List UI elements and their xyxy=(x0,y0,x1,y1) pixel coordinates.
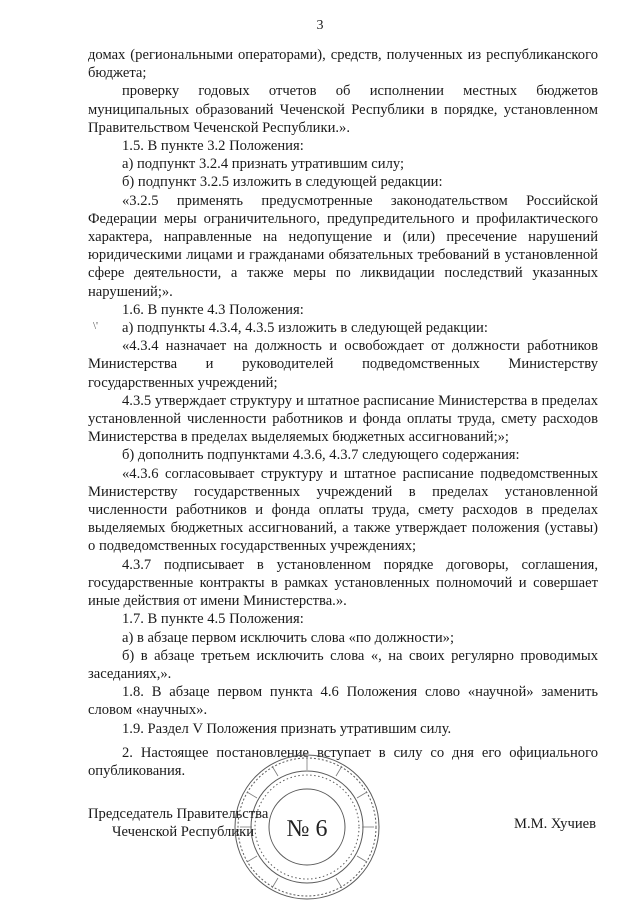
seal-icon xyxy=(232,752,382,902)
paragraph: а) подпункты 4.3.4, 4.3.5 изложить в следующей редакции: xyxy=(122,320,488,337)
paragraph: 1.9. Раздел V Положения признать утратившим силу. xyxy=(122,720,452,737)
paragraph: проверку годовых отчетов об исполнении местных бюджетов муниципальных образований Чеченской Республики в порядке, установленном Правительством Чеченской Республики.». xyxy=(88,83,598,136)
paragraph: б) в абзаце третьем исключить слова «, на своих регулярно проводимых заседаниях,». xyxy=(88,647,598,682)
page-number: 3 xyxy=(316,18,324,33)
paragraph: «3.2.5 применять предусмотренные законодательством Российской Федерации меры ограничительного, предупредительного и профилактического характера, направленные на недопущение и (или) пресечение нарушений юридическими лицами и гражданами обязательных требований в установленной сфере деятельности, а также меры по ликвидации последствий указанных нарушений;». xyxy=(88,192,598,300)
paragraph: 1.8. В абзаце первом пункта 4.6 Положения слово «научной» заменить словом «научных». xyxy=(88,684,598,719)
seal-number: № 6 xyxy=(286,816,328,842)
paragraph: б) подпункт 3.2.5 изложить в следующей редакции: xyxy=(122,174,443,191)
paragraph: 1.7. В пункте 4.5 Положения: xyxy=(122,611,304,628)
margin-mark: \' xyxy=(93,320,99,332)
paragraph: 4.3.7 подписывает в установленном порядке договоры, соглашения, государственные контракты в рамках установленных полномочий и совершает иные действия от имени Министерства.». xyxy=(88,556,598,610)
paragraph: б) дополнить подпунктами 4.3.6, 4.3.7 следующего содержания: xyxy=(122,447,520,464)
paragraph: 1.5. В пункте 3.2 Положения: xyxy=(122,138,304,155)
paragraph: а) подпункт 3.2.4 признать утратившим силу; xyxy=(122,156,405,173)
paragraph: «4.3.6 согласовывает структуру и штатное расписание подведомственных Министерству государственных учреждений в пределах установленной численности работников и фонда оплаты труда, смету расходов в пределах выделяемых бюджетных ассигнований, а также утверждает положения (уставы) о подведомственных государственных учреждениях; xyxy=(88,465,598,555)
signatory-name: М.М. Хучиев xyxy=(514,816,596,832)
paragraph: 4.3.5 утверждает структуру и штатное расписание Министерства в пределах установленной численности работников и фонда оплаты труда, смету расходов Министерства в пределах выделяемых бюджетных ассигнований;»; xyxy=(88,392,598,446)
official-seal xyxy=(232,752,382,902)
paragraph: 1.6. В пункте 4.3 Положения: xyxy=(122,301,304,318)
paragraph: 2. Настоящее постановление вступает в силу со дня его официального опубликования. xyxy=(88,744,598,779)
document-body xyxy=(88,46,598,780)
paragraph: «4.3.4 назначает на должность и освобождает от должности работников Министерства и руководителей подведомственных Министерству государственных учреждений; xyxy=(88,338,598,391)
paragraph: а) в абзаце первом исключить слова «по должности»; xyxy=(122,629,455,646)
paragraph: домах (региональными операторами), средств, полученных из республиканского бюджета; xyxy=(88,47,598,82)
signatory-title-line2: Чеченской Республики xyxy=(112,824,255,840)
signatory-title-line1: Председатель Правительства xyxy=(88,806,269,822)
